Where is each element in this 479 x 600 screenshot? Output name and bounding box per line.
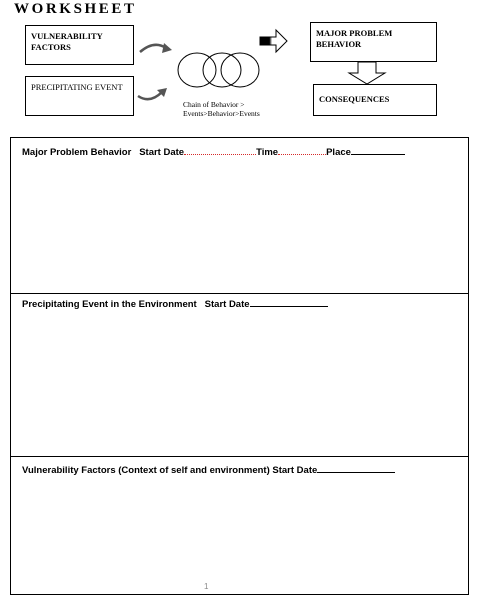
major-problem-behavior-label: MAJOR PROBLEM BEHAVIOR <box>316 28 393 49</box>
vulnerability-factors-heading <box>22 463 395 476</box>
precipitating-event-section <box>10 293 469 457</box>
major-problem-behavior-section <box>10 137 469 294</box>
consequences-label: CONSEQUENCES <box>319 94 390 104</box>
right-block-arrow-icon <box>260 30 287 52</box>
place-label: Place <box>326 147 351 158</box>
precipitating-event-label: PRECIPITATING EVENT <box>31 82 123 92</box>
worksheet-title: WORKSHEET <box>14 1 137 17</box>
start-date-blank[interactable] <box>184 145 256 155</box>
behavior-chain-diagram <box>0 0 479 140</box>
precipitating-event-heading <box>22 297 328 310</box>
curved-arrow-icon <box>138 88 167 99</box>
start-date-blank[interactable] <box>317 463 395 473</box>
start-date-label: Start Date <box>272 465 318 476</box>
chain-note-line1: Chain of Behavior > <box>183 100 245 109</box>
page-number: 1 <box>204 582 209 591</box>
start-date-blank[interactable] <box>250 297 328 307</box>
chain-circles-icon <box>178 53 259 87</box>
down-block-arrow-icon <box>349 62 385 84</box>
major-problem-behavior-heading <box>22 145 405 158</box>
section-heading-label: Major Problem Behavior <box>22 147 132 158</box>
chain-note-line2: Events>Behavior>Events <box>183 109 260 118</box>
section-heading-label: Vulnerability Factors (Context of self and environment) <box>22 465 270 476</box>
time-label: Time <box>256 147 279 158</box>
section-heading-label: Precipitating Event in the Environment <box>22 299 197 310</box>
vulnerability-factors-section <box>10 456 469 595</box>
curved-arrow-icon <box>140 43 172 53</box>
vulnerability-factors-label: VULNERABILITY FACTORS <box>31 31 103 52</box>
place-blank[interactable] <box>351 145 405 155</box>
time-blank[interactable] <box>278 145 326 155</box>
start-date-label: Start Date <box>139 147 185 158</box>
start-date-label: Start Date <box>204 299 250 310</box>
